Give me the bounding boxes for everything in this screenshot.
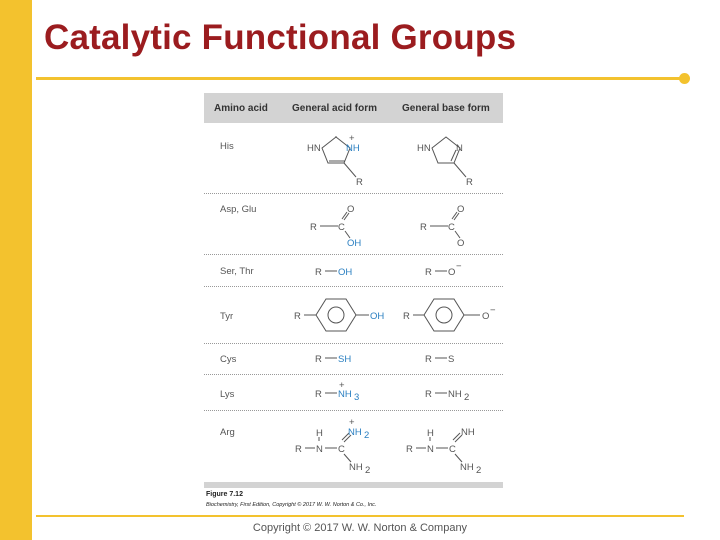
svg-text:NH: NH — [349, 462, 363, 473]
row-label-tyr: Tyr — [220, 311, 234, 322]
svg-text:H: H — [427, 428, 434, 439]
row-label-lys: Lys — [220, 389, 235, 400]
svg-text:S: S — [448, 354, 455, 365]
figure-bottom-bar — [204, 482, 503, 488]
svg-text:SH: SH — [338, 354, 352, 365]
figure-amino-acid-table — [204, 93, 504, 513]
svg-text:N: N — [316, 444, 323, 455]
svg-text:NH: NH — [461, 427, 475, 438]
svg-text:O: O — [457, 204, 465, 215]
svg-text:HN: HN — [307, 143, 321, 154]
svg-text:R: R — [425, 267, 432, 278]
svg-text:2: 2 — [365, 465, 371, 476]
svg-text:2: 2 — [464, 392, 470, 403]
svg-text:HN: HN — [417, 143, 431, 154]
svg-text:NH: NH — [348, 427, 362, 438]
svg-text:2: 2 — [364, 430, 370, 441]
svg-text:R: R — [356, 177, 363, 188]
svg-text:N: N — [427, 444, 434, 455]
header-base-form: General base form — [402, 103, 490, 114]
svg-text:+: + — [349, 133, 355, 144]
svg-text:NH: NH — [460, 462, 474, 473]
svg-text:+: + — [349, 417, 355, 428]
svg-text:R: R — [315, 389, 322, 400]
figure-caption: Figure 7.12 — [206, 491, 243, 498]
accent-sidebar — [0, 0, 32, 540]
svg-text:2: 2 — [476, 465, 482, 476]
svg-text:C: C — [449, 444, 456, 455]
svg-text:H: H — [316, 428, 323, 439]
row-label-arg: Arg — [220, 427, 235, 438]
svg-text:O: O — [448, 267, 456, 278]
chemical-structures — [204, 93, 504, 488]
copyright-footer: Copyright © 2017 W. W. Norton & Company — [252, 522, 468, 534]
svg-text:NH: NH — [346, 143, 360, 154]
svg-text:O: O — [482, 311, 490, 322]
svg-text:−: − — [490, 305, 496, 316]
svg-text:NH: NH — [338, 389, 352, 400]
svg-text:C: C — [338, 222, 345, 233]
svg-text:R: R — [310, 222, 317, 233]
svg-text:+: + — [339, 380, 345, 391]
header-amino-acid: Amino acid — [214, 103, 268, 114]
slide-title: Catalytic Functional Groups — [44, 18, 517, 57]
svg-text:OH: OH — [370, 311, 385, 322]
svg-text:R: R — [315, 354, 322, 365]
svg-text:O: O — [347, 204, 355, 215]
svg-text:NH: NH — [448, 389, 462, 400]
svg-text:O: O — [457, 238, 465, 249]
svg-text:OH: OH — [347, 238, 362, 249]
row-label-cys: Cys — [220, 354, 237, 365]
row-label-ser-thr: Ser, Thr — [220, 266, 254, 277]
svg-text:R: R — [425, 389, 432, 400]
figure-credit: Biochemistry, First Edition, Copyright © 2017 W. W. Norton & Co., Inc. — [206, 502, 377, 508]
svg-text:R: R — [425, 354, 432, 365]
underline-dot — [679, 73, 690, 84]
title-underline — [36, 77, 684, 80]
header-acid-form: General acid form — [292, 103, 378, 114]
svg-text:−: − — [456, 261, 462, 272]
svg-text:OH: OH — [338, 267, 353, 278]
footer-rule — [36, 515, 684, 517]
svg-text:C: C — [338, 444, 345, 455]
row-label-his: His — [220, 141, 234, 152]
svg-text:R: R — [315, 267, 322, 278]
svg-text:R: R — [466, 177, 473, 188]
svg-text:R: R — [406, 444, 413, 455]
svg-text:R: R — [295, 444, 302, 455]
svg-text:3: 3 — [354, 392, 360, 403]
svg-text:N: N — [456, 143, 463, 154]
svg-text:R: R — [403, 311, 410, 322]
svg-text:R: R — [420, 222, 427, 233]
row-label-asp-glu: Asp, Glu — [220, 204, 257, 215]
svg-text:C: C — [448, 222, 455, 233]
svg-text:R: R — [294, 311, 301, 322]
